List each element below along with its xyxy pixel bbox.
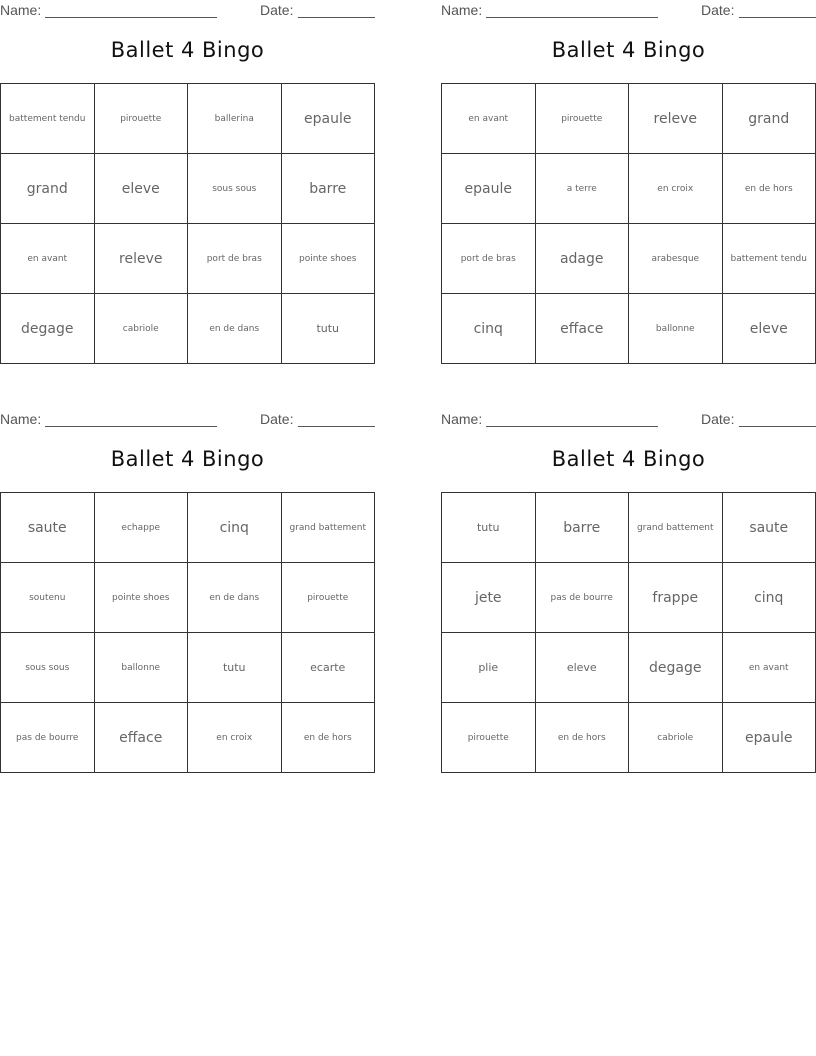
bingo-cell: cinq	[442, 294, 536, 364]
bingo-cell: eleve	[94, 154, 188, 224]
bingo-cell: cinq	[188, 493, 282, 563]
grid-row	[442, 154, 816, 224]
bingo-cell: en avant	[1, 224, 95, 294]
bingo-cell: degage	[629, 633, 723, 703]
bingo-cell: epaule	[442, 154, 536, 224]
card-header	[0, 2, 375, 20]
bingo-cell: sous sous	[1, 633, 95, 703]
bingo-cell: efface	[535, 294, 629, 364]
card-header	[441, 2, 816, 20]
card-title: Ballet 4 Bingo	[110, 38, 265, 62]
bingo-cell: en avant	[722, 633, 816, 703]
bingo-cell: a terre	[535, 154, 629, 224]
bingo-cell: echappe	[94, 493, 188, 563]
bingo-cell: ballonne	[94, 633, 188, 703]
bingo-cell: en de dans	[188, 294, 282, 364]
bingo-cell: ecarte	[281, 633, 375, 703]
date-label: Date:	[701, 411, 735, 427]
name-blank-line	[45, 426, 217, 427]
bingo-cell: sous sous	[188, 154, 282, 224]
bingo-cell: grand	[722, 84, 816, 154]
bingo-cell: releve	[629, 84, 723, 154]
bingo-cell: barre	[281, 154, 375, 224]
bingo-card	[441, 0, 816, 365]
bingo-grid	[441, 83, 816, 364]
bingo-cell: releve	[94, 224, 188, 294]
bingo-grid	[0, 83, 375, 364]
name-label: Name:	[441, 411, 483, 427]
bingo-cell: epaule	[281, 84, 375, 154]
grid-row	[1, 84, 375, 154]
card-header	[441, 411, 816, 429]
grid-row	[442, 224, 816, 294]
bingo-cell: port de bras	[188, 224, 282, 294]
bingo-cell: en de hors	[722, 154, 816, 224]
bingo-cell: en croix	[629, 154, 723, 224]
date-label: Date:	[260, 2, 294, 18]
bingo-cell: tutu	[281, 294, 375, 364]
name-blank-line	[45, 17, 217, 18]
bingo-cell: epaule	[722, 703, 816, 773]
bingo-cell: eleve	[722, 294, 816, 364]
bingo-card	[0, 409, 375, 774]
bingo-cell: grand battement	[629, 493, 723, 563]
bingo-cell: en croix	[188, 703, 282, 773]
bingo-cell: adage	[535, 224, 629, 294]
date-blank-line	[739, 17, 816, 18]
bingo-cell: cinq	[722, 563, 816, 633]
grid-row	[442, 633, 816, 703]
grid-row	[1, 633, 375, 703]
grid-row	[1, 703, 375, 773]
bingo-cell: tutu	[442, 493, 536, 563]
bingo-cell: tutu	[188, 633, 282, 703]
bingo-cell: efface	[94, 703, 188, 773]
bingo-cell: en de hors	[535, 703, 629, 773]
card-title: Ballet 4 Bingo	[551, 38, 706, 62]
grid-row	[442, 294, 816, 364]
bingo-cell: barre	[535, 493, 629, 563]
name-blank-line	[486, 426, 658, 427]
bingo-cell: cabriole	[629, 703, 723, 773]
grid-row	[1, 294, 375, 364]
grid-row	[1, 224, 375, 294]
bingo-cell: en de dans	[188, 563, 282, 633]
bingo-cell: frappe	[629, 563, 723, 633]
bingo-cell: battement tendu	[1, 84, 95, 154]
bingo-grid	[441, 492, 816, 773]
bingo-card	[0, 0, 375, 365]
name-label: Name:	[0, 2, 42, 18]
grid-row	[1, 563, 375, 633]
card-title: Ballet 4 Bingo	[551, 447, 706, 471]
bingo-cell: saute	[722, 493, 816, 563]
name-label: Name:	[0, 411, 42, 427]
bingo-cell: cabriole	[94, 294, 188, 364]
date-label: Date:	[260, 411, 294, 427]
bingo-cell: en avant	[442, 84, 536, 154]
bingo-cell: pas de bourre	[1, 703, 95, 773]
bingo-cell: port de bras	[442, 224, 536, 294]
bingo-cell: eleve	[535, 633, 629, 703]
grid-row	[1, 154, 375, 224]
date-blank-line	[298, 426, 375, 427]
bingo-cell: pointe shoes	[281, 224, 375, 294]
bingo-cell: ballonne	[629, 294, 723, 364]
bingo-grid	[0, 492, 375, 773]
bingo-cell: pas de bourre	[535, 563, 629, 633]
name-label: Name:	[441, 2, 483, 18]
bingo-cell: arabesque	[629, 224, 723, 294]
card-header	[0, 411, 375, 429]
bingo-cell: soutenu	[1, 563, 95, 633]
date-blank-line	[739, 426, 816, 427]
bingo-cell: plie	[442, 633, 536, 703]
bingo-cell: ballerina	[188, 84, 282, 154]
bingo-card	[441, 409, 816, 774]
date-blank-line	[298, 17, 375, 18]
bingo-cell: battement tendu	[722, 224, 816, 294]
grid-row	[442, 84, 816, 154]
card-title: Ballet 4 Bingo	[110, 447, 265, 471]
bingo-cell: pointe shoes	[94, 563, 188, 633]
bingo-cell: jete	[442, 563, 536, 633]
bingo-cell: pirouette	[442, 703, 536, 773]
grid-row	[442, 703, 816, 773]
bingo-cell: grand	[1, 154, 95, 224]
bingo-cell: pirouette	[535, 84, 629, 154]
grid-row	[442, 493, 816, 563]
grid-row	[1, 493, 375, 563]
bingo-cell: saute	[1, 493, 95, 563]
date-label: Date:	[701, 2, 735, 18]
name-blank-line	[486, 17, 658, 18]
bingo-cell: degage	[1, 294, 95, 364]
bingo-cell: pirouette	[281, 563, 375, 633]
bingo-cell: pirouette	[94, 84, 188, 154]
grid-row	[442, 563, 816, 633]
bingo-cell: en de hors	[281, 703, 375, 773]
bingo-cell: grand battement	[281, 493, 375, 563]
